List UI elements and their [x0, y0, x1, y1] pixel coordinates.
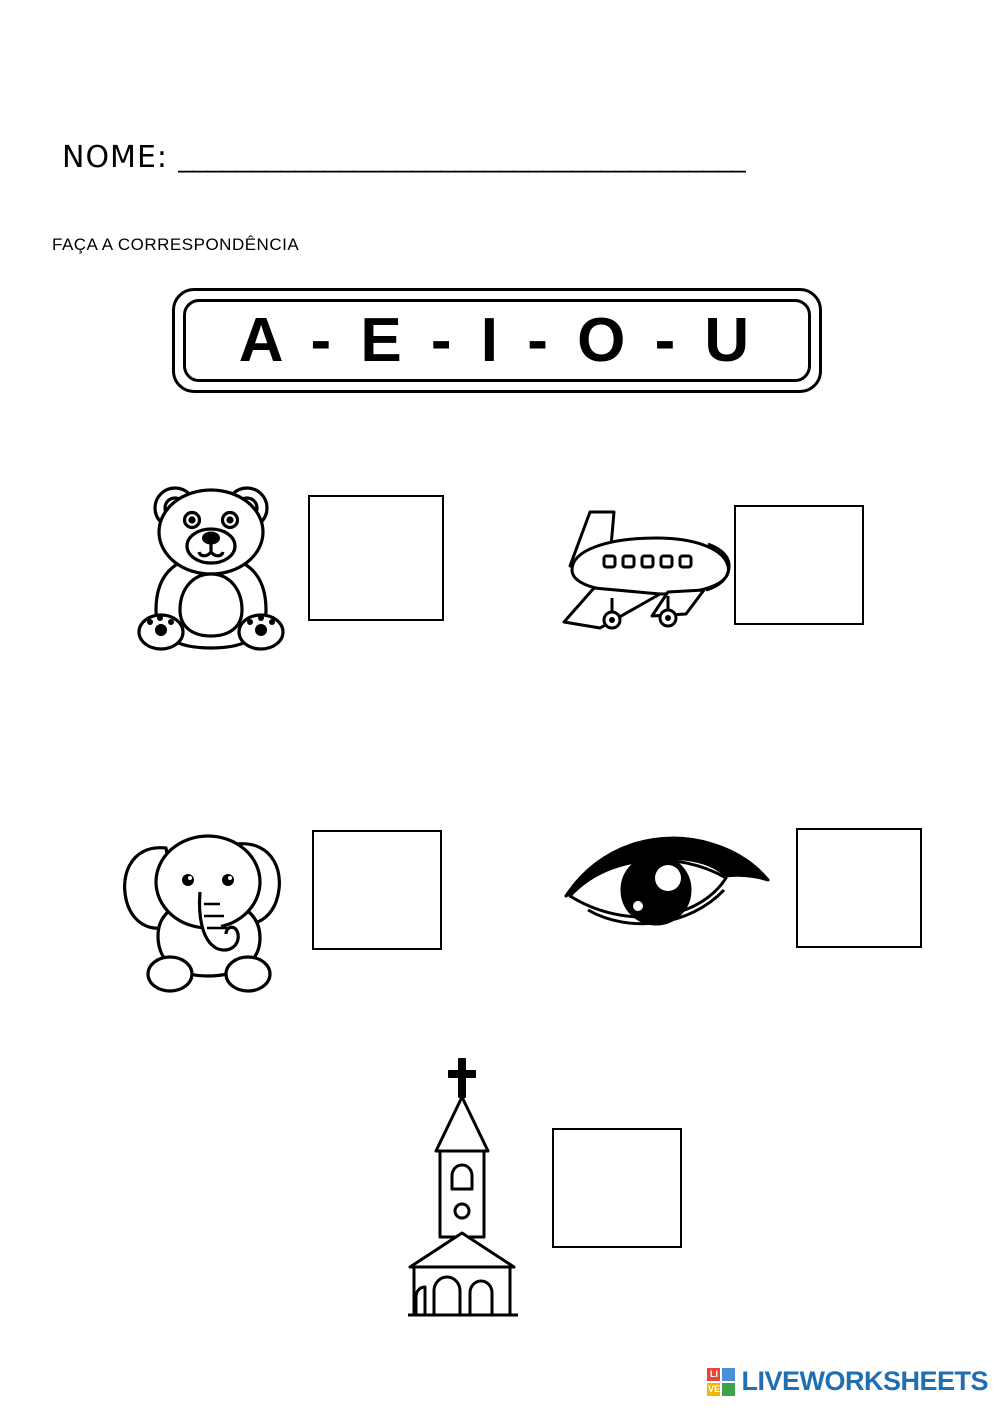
answer-box-eye[interactable]: [796, 828, 922, 948]
exercise-item-bear: [118, 470, 444, 675]
vowels-banner: [172, 288, 822, 393]
logo-tile-blue: [722, 1368, 735, 1381]
exercise-item-airplane: [548, 488, 864, 663]
name-label: NOME:: [62, 140, 169, 175]
vowels-text: A - E - I - O - U: [238, 306, 756, 375]
exercise-item-elephant: [108, 800, 442, 1015]
answer-box-airplane[interactable]: [734, 505, 864, 625]
answer-box-elephant[interactable]: [312, 830, 442, 950]
name-blank-line[interactable]: _______________________________________: [178, 142, 747, 173]
logo-tile-li: LI: [707, 1368, 720, 1381]
logo-tile-ve: VE: [707, 1383, 720, 1394]
logo-tile-green: [722, 1383, 735, 1396]
vowels-banner-inner: [183, 299, 811, 382]
liveworksheets-brand-text: LIVEWORKSHEETS: [741, 1366, 988, 1396]
elephant-illustration: [108, 800, 318, 1015]
answer-box-church[interactable]: [552, 1128, 682, 1248]
bear-illustration: [118, 470, 318, 675]
airplane-illustration: [548, 488, 748, 663]
name-row: [62, 140, 882, 175]
exercise-item-church: [388, 1055, 682, 1330]
liveworksheets-footer: [707, 1366, 988, 1397]
liveworksheets-logo-icon: [707, 1368, 735, 1396]
exercise-item-eye: [560, 818, 922, 963]
instruction-text: FAÇA A CORRESPONDÊNCIA: [52, 235, 300, 254]
church-illustration: [388, 1055, 538, 1330]
eye-illustration: [560, 818, 780, 963]
answer-box-bear[interactable]: [308, 495, 444, 621]
